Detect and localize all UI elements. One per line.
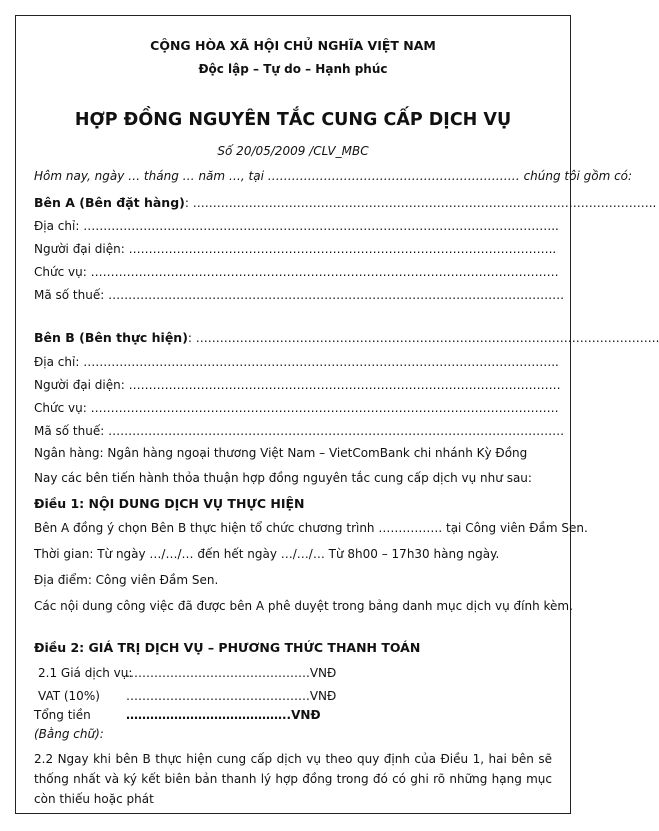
party-b-heading: Bên B (Bên thực hiện) (34, 330, 188, 345)
vat-value: ……………………………………….VNĐ (126, 689, 337, 703)
party-b-heading-fill: : …………………………………………………………………………………………………….. (187, 331, 659, 345)
article-1-line-3: Địa điểm: Công viên Đầm Sen. (34, 573, 219, 587)
amount-in-words: (Bằng chữ): (34, 727, 104, 741)
party-a-heading: Bên A (Bên đặt hàng) (34, 195, 185, 210)
total-label: Tổng tiền (34, 708, 91, 722)
motto: Độc lập – Tự do – Hạnh phúc (198, 62, 388, 76)
article-1-line-1: Bên A đồng ý chọn Bên B thực hiện tổ chức chương trình ……………. tại Công viên Đầm Sen. (34, 521, 588, 535)
party-a-position: Chức vụ: ……………………………………………………………………………………………………… (34, 265, 559, 279)
intro-line: Hôm nay, ngày … tháng … năm …, tại ……………………………………………………… chúng tôi gồm có: (34, 169, 633, 183)
price-label: 2.1 Giá dịch vụ: (38, 666, 133, 680)
party-a-representative: Người đại diện: …………………………………………………………………………………………….. (34, 242, 557, 256)
party-b-position: Chức vụ: ……………………………………………………………………………………………………… (34, 401, 559, 415)
price-value: ……………………………………….VNĐ (126, 666, 337, 680)
contract-title: HỢP ĐỒNG NGUYÊN TẮC CUNG CẤP DỊCH VỤ (74, 110, 512, 130)
party-b-representative: Người đại diện: ……………………………………………………………………………………………… (34, 378, 561, 392)
party-b-tax-code: Mã số thuế: …………………………………………………………………………………………………… (34, 424, 565, 438)
document-page (15, 15, 659, 814)
article-1-heading: Điều 1: NỘI DUNG DỊCH VỤ THỰC HIỆN (34, 496, 305, 511)
party-a-heading-row (34, 195, 657, 210)
party-b-address: Địa chỉ: ……………………………………………………………………………………………………….. (34, 355, 559, 369)
party-a-heading-fill: : …………………………………………………………………………………………………….. (184, 196, 657, 210)
article-1-line-4: Các nội dung công việc đã được bên A phê duyệt trong bảng danh mục dịch vụ đính kèm. (34, 599, 573, 613)
article-2-heading: Điều 2: GIÁ TRỊ DỊCH VỤ – PHƯƠNG THỨC THANH TOÁN (34, 640, 421, 655)
party-a-address: Địa chỉ: ……………………………………………………………………………………………………….. (34, 219, 559, 233)
nation-header: CỘNG HÒA XÃ HỘI CHỦ NGHĨA VIỆT NAM (150, 38, 436, 53)
article-1-line-2: Thời gian: Từ ngày …/…/… đến hết ngày …/…/… Từ 8h00 – 17h30 hàng ngày. (34, 547, 500, 561)
article-2-paragraph-2: 2.2 Ngay khi bên B thực hiện cung cấp dịch vụ theo quy định của Điều 1, hai bên sẽ thống nhất và ký kết biên bản thanh lý hợp đồng trong đó có ghi rõ những hạng mục còn thiếu hoặc phát (34, 752, 552, 806)
agreement-line: Nay các bên tiến hành thỏa thuận hợp đồng nguyên tắc cung cấp dịch vụ như sau: (34, 471, 532, 485)
party-b-bank: Ngân hàng: Ngân hàng ngoại thương Việt Nam – VietComBank chi nhánh Kỳ Đồng (34, 446, 528, 460)
contract-number: Số 20/05/2009 /CLV_MBC (217, 144, 369, 158)
vat-label: VAT (10%) (38, 689, 100, 703)
party-a-tax-code: Mã số thuế: …………………………………………………………………………………………………… (34, 288, 565, 302)
party-b-heading-row (34, 330, 659, 345)
total-value: …………………………………..VNĐ (126, 708, 321, 722)
